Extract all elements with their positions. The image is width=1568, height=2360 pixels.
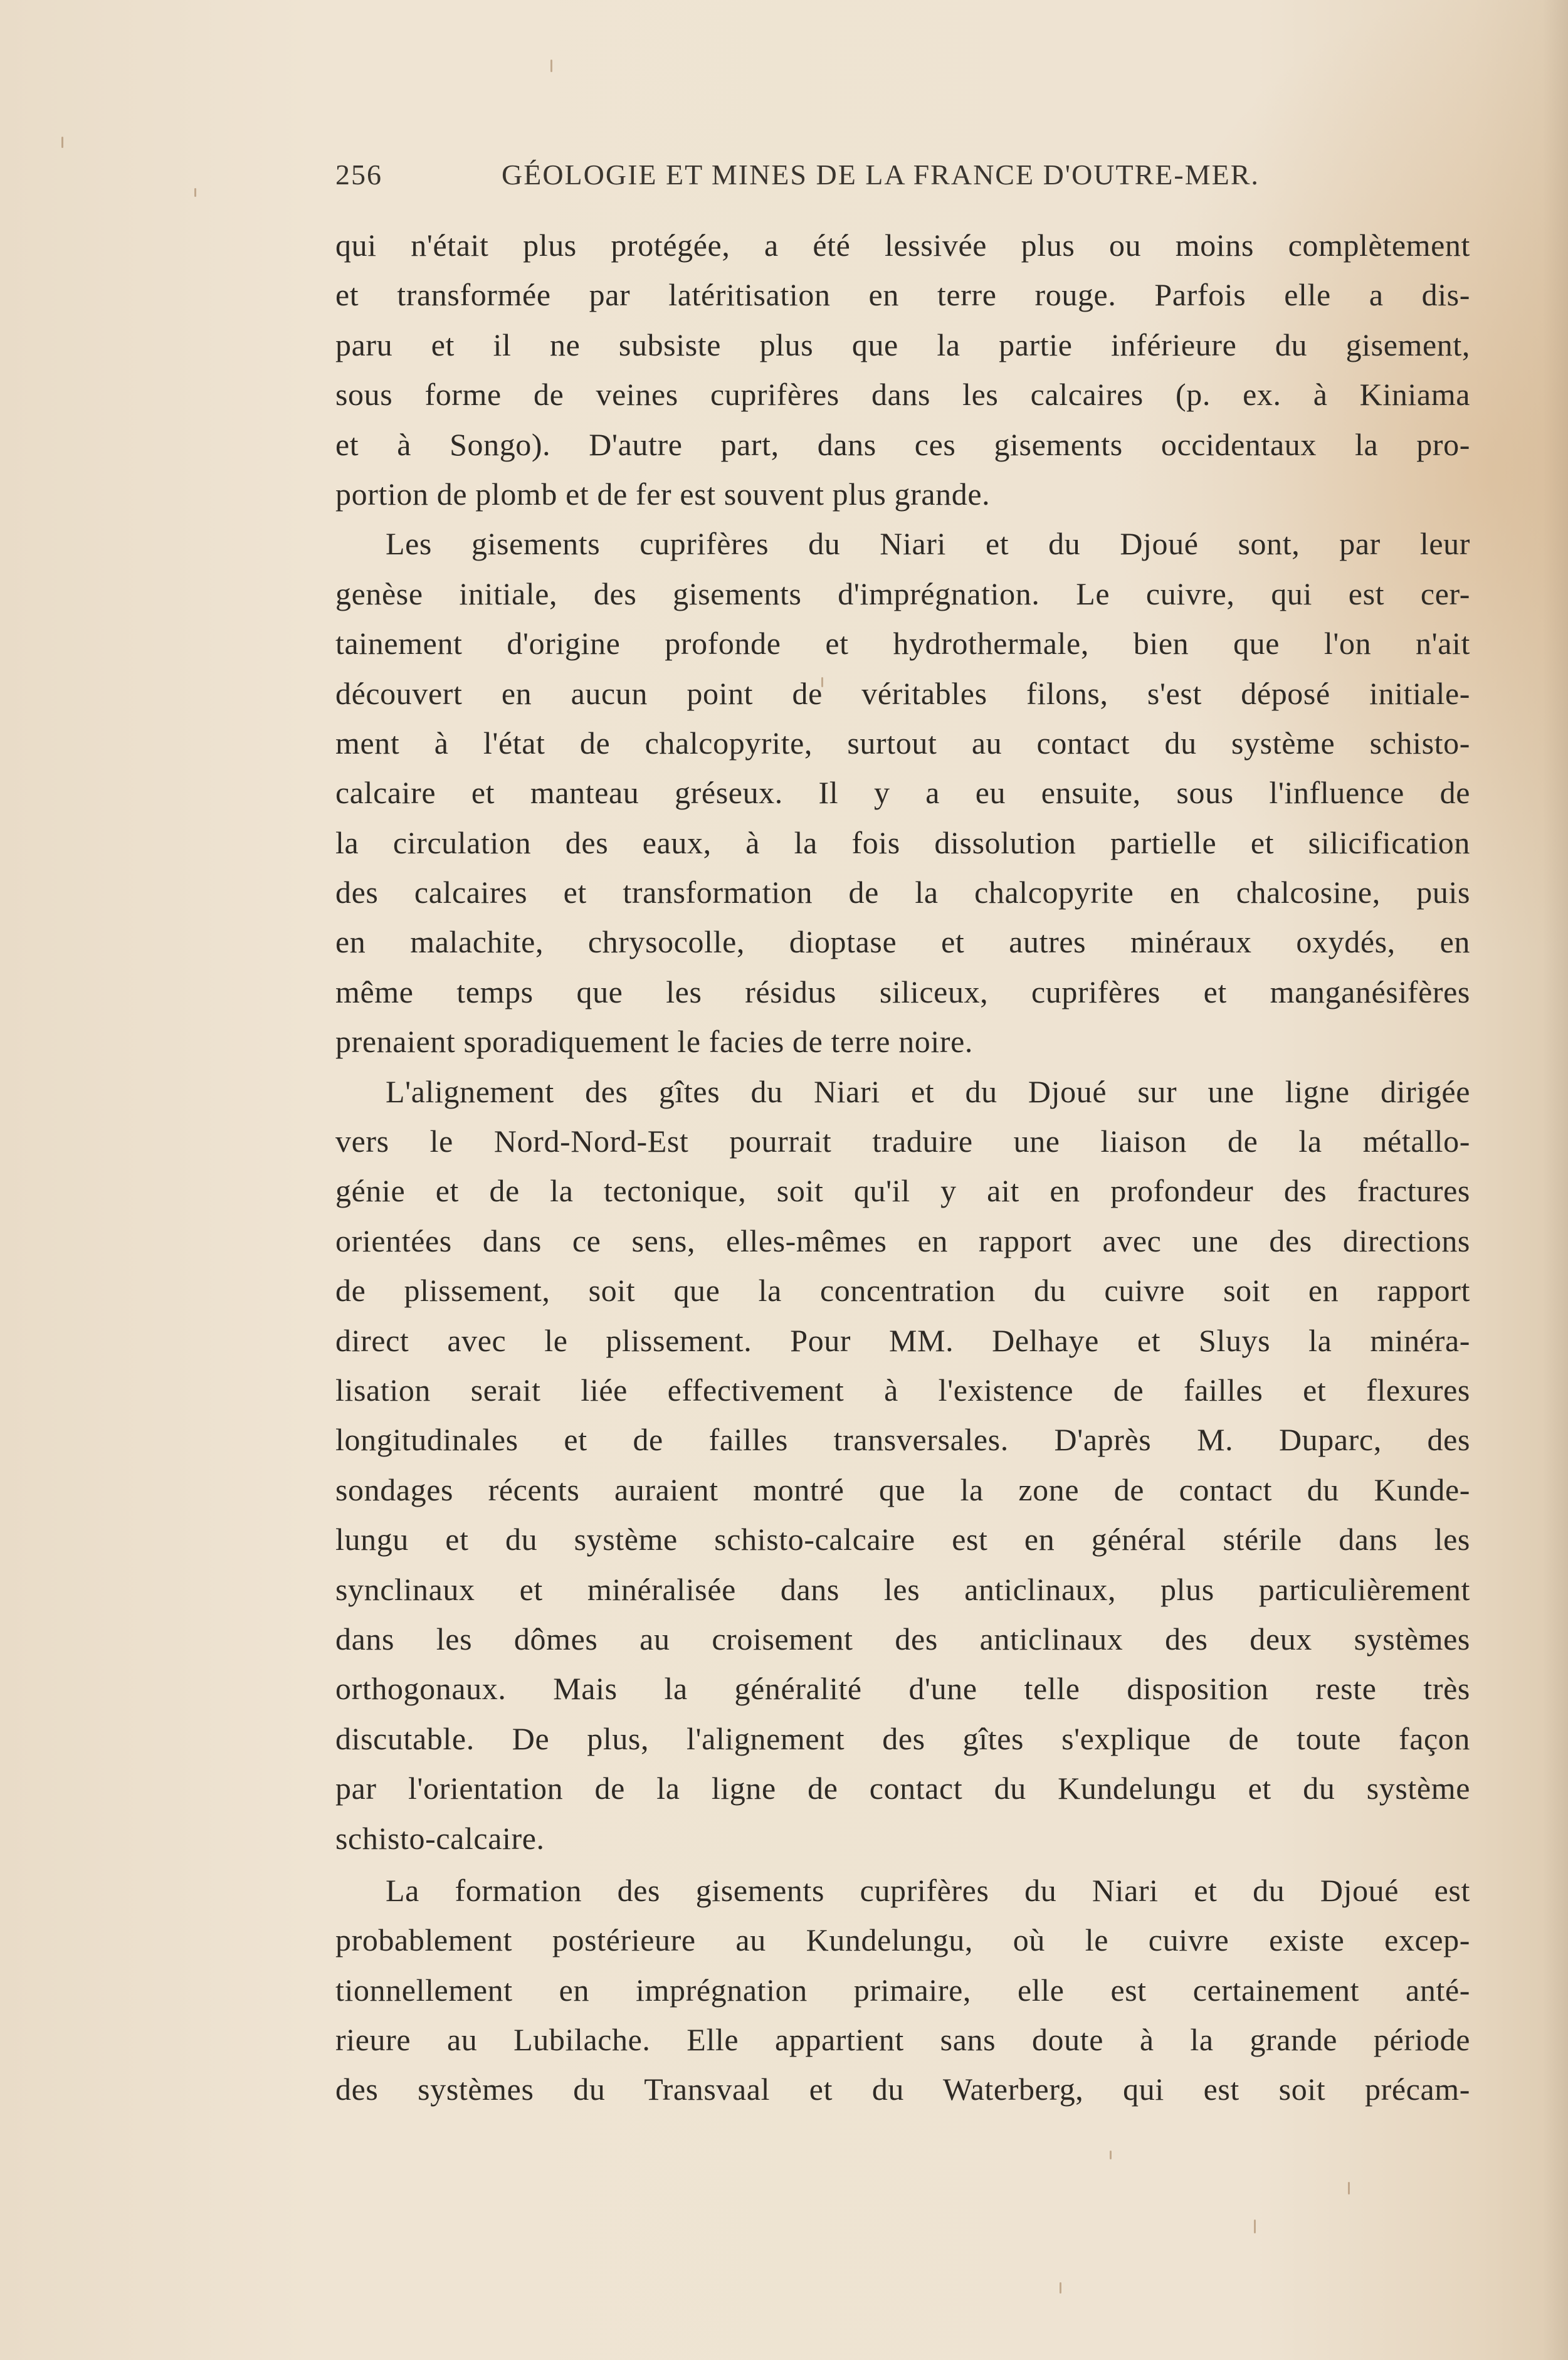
text-line: même temps que les résidus siliceux, cuprifères et manganésifères (335, 974, 1470, 1009)
text-line: lisation serait liée effectivement à l'existence de failles et flexures (335, 1372, 1470, 1408)
text-line: rieure au Lubilache. Elle appartient sans doute à la grande période (335, 2022, 1470, 2058)
text-line: dans les dômes au croisement des anticlinaux des deux systèmes (335, 1621, 1470, 1657)
paragraph (335, 1866, 1470, 2115)
page-edge-shadow (1543, 0, 1568, 2360)
text-line: et transformée par latéritisation en terre rouge. Parfois elle a dis- (335, 277, 1470, 313)
text-line: orientées dans ce sens, elles-mêmes en rapport avec une des directions (335, 1223, 1470, 1258)
text-line: La formation des gisements cuprifères du Niari et du Djoué est (386, 1872, 1470, 1908)
text-line: découvert en aucun point de véritables filons, s'est déposé initiale- (335, 675, 1470, 711)
text-line: par l'orientation de la ligne de contact du Kundelungu et du système (335, 1771, 1470, 1806)
text-line: vers le Nord-Nord-Est pourrait traduire une liaison de la métallo- (335, 1124, 1470, 1159)
page-number: 256 (335, 159, 382, 191)
text-line: genèse initiale, des gisements d'imprégnation. Le cuivre, qui est cer- (335, 576, 1470, 611)
body-text (335, 221, 1470, 2115)
text-line: probablement postérieure au Kundelungu, où le cuivre existe excep- (335, 1922, 1470, 1958)
paragraph (335, 221, 1470, 519)
text-line: en malachite, chrysocolle, dioptase et autres minéraux oxydés, en (335, 924, 1470, 960)
text-line: génie et de la tectonique, soit qu'il y ait en profondeur des fractures (335, 1173, 1470, 1209)
text-line: ment à l'état de chalcopyrite, surtout au contact du système schisto- (335, 725, 1470, 761)
text-line: des calcaires et transformation de la chalcopyrite en chalcosine, puis (335, 875, 1470, 910)
text-line: lungu et du système schisto-calcaire est en général stérile dans les (335, 1522, 1470, 1557)
text-line: orthogonaux. Mais la généralité d'une telle disposition reste très (335, 1671, 1470, 1707)
text-line: calcaire et manteau gréseux. Il y a eu ensuite, sous l'influence de (335, 775, 1470, 811)
text-line: discutable. De plus, l'alignement des gîtes s'explique de toute façon (335, 1720, 1470, 1756)
running-title: GÉOLOGIE ET MINES DE LA FRANCE D'OUTRE-MER. (502, 159, 1260, 191)
text-line: prenaient sporadiquement le facies de terre noire. (335, 1024, 974, 1060)
text-line: de plissement, soit que la concentration du cuivre soit en rapport (335, 1273, 1470, 1309)
text-line: direct avec le plissement. Pour MM. Delhaye et Sluys la minéra- (335, 1322, 1470, 1358)
text-line: sondages récents auraient montré que la zone de contact du Kunde- (335, 1472, 1470, 1507)
text-line: qui n'était plus protégée, a été lessivée plus ou moins complètement (335, 228, 1470, 263)
text-line: la circulation des eaux, à la fois dissolution partielle et silicification (335, 824, 1470, 860)
text-line: paru et il ne subsiste plus que la partie inférieure du gisement, (335, 327, 1470, 362)
text-line: tionnellement en imprégnation primaire, elle est certainement anté- (335, 1972, 1470, 2008)
text-line: portion de plomb et de fer est souvent plus grande. (335, 476, 991, 512)
text-line: tainement d'origine profonde et hydrothermale, bien que l'on n'ait (335, 626, 1470, 661)
text-line: des systèmes du Transvaal et du Waterberg, qui est soit précam- (335, 2072, 1470, 2107)
paragraph (335, 1067, 1470, 1863)
text-line: schisto-calcaire. (335, 1820, 545, 1856)
text-line: et à Songo). D'autre part, dans ces gisements occidentaux la pro- (335, 426, 1470, 462)
paragraph (335, 519, 1470, 1067)
text-line: longitudinales et de failles transversales. D'après M. Duparc, des (335, 1422, 1470, 1458)
text-line: synclinaux et minéralisée dans les anticlinaux, plus particulièrement (335, 1571, 1470, 1607)
text-line: Les gisements cuprifères du Niari et du Djoué sont, par leur (386, 526, 1470, 562)
running-header (335, 158, 1339, 196)
text-line: L'alignement des gîtes du Niari et du Djoué sur une ligne dirigée (386, 1073, 1470, 1109)
text-line: sous forme de veines cuprifères dans les calcaires (p. ex. à Kiniama (335, 377, 1470, 413)
